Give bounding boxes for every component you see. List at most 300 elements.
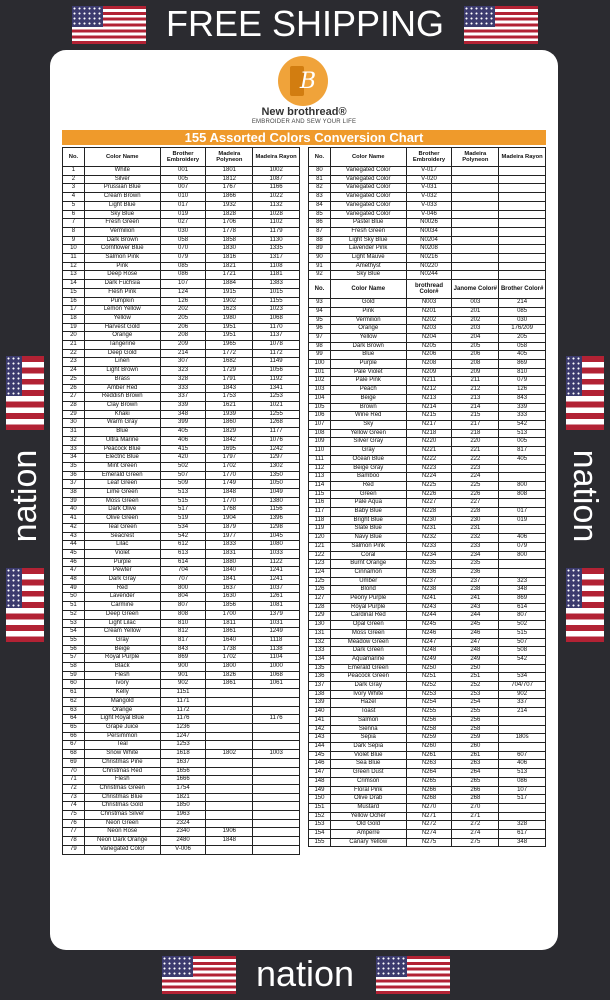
table-row xyxy=(309,464,546,473)
cell-color-name: Carmine xyxy=(84,602,160,611)
header-no: No. xyxy=(309,280,331,299)
cell-color-name: Violet Blue xyxy=(330,751,406,760)
cell-code-2 xyxy=(206,811,253,820)
cell-no: 142 xyxy=(309,725,331,734)
cell-code-1: N272 xyxy=(406,821,452,830)
cell-color-name: Green Dust xyxy=(330,769,406,778)
table-row xyxy=(309,725,546,734)
cell-code-1: 507 xyxy=(160,471,206,480)
cell-code-3: 810 xyxy=(499,368,546,377)
cell-code-3 xyxy=(499,167,546,176)
table-row xyxy=(309,236,546,245)
cell-no: 148 xyxy=(309,777,331,786)
cell-no: 123 xyxy=(309,560,331,569)
cell-code-2: 1706 xyxy=(206,219,253,228)
cell-code-2: 214 xyxy=(452,403,499,412)
table-row xyxy=(309,201,546,210)
cell-code-3: 1015 xyxy=(253,288,300,297)
cell-no: 106 xyxy=(309,412,331,421)
cell-code-3: 1177 xyxy=(253,428,300,437)
cell-code-3: 1297 xyxy=(253,454,300,463)
cell-no: 64 xyxy=(63,715,85,724)
cell-color-name: Light Blue xyxy=(84,201,160,210)
cell-code-2: 1729 xyxy=(206,367,253,376)
table-row xyxy=(63,549,300,558)
cell-no: 10 xyxy=(63,245,85,254)
cell-code-2: 1801 xyxy=(206,167,253,176)
cell-code-1: N261 xyxy=(406,751,452,760)
cell-code-2: 1767 xyxy=(206,184,253,193)
cell-code-2: 1630 xyxy=(206,593,253,602)
table-row xyxy=(63,436,300,445)
cell-no: 131 xyxy=(309,629,331,638)
table-row xyxy=(63,636,300,645)
us-flag-icon xyxy=(72,6,146,44)
cell-no: 101 xyxy=(309,368,331,377)
cell-color-name: Teal xyxy=(84,741,160,750)
cell-code-3: 1241 xyxy=(253,576,300,585)
cell-code-3: 1087 xyxy=(253,175,300,184)
cell-code-2: 225 xyxy=(452,481,499,490)
cell-code-1: V-033 xyxy=(406,201,452,210)
cell-code-2 xyxy=(206,776,253,785)
cell-code-2 xyxy=(206,697,253,706)
cell-code-1: 800 xyxy=(160,584,206,593)
cell-color-name: Canary Yellow xyxy=(330,838,406,847)
cell-code-1: 005 xyxy=(160,175,206,184)
cell-code-3 xyxy=(499,201,546,210)
cell-code-3 xyxy=(499,464,546,473)
table-row xyxy=(63,384,300,393)
table-row xyxy=(63,828,300,837)
table-row xyxy=(309,210,546,219)
cell-no: 33 xyxy=(63,445,85,454)
cell-color-name: Sepia xyxy=(330,734,406,743)
cell-code-1: N260 xyxy=(406,743,452,752)
cell-color-name: Christmas Red xyxy=(84,767,160,776)
cell-code-1: 420 xyxy=(160,454,206,463)
cell-code-2: 201 xyxy=(452,307,499,316)
cell-no: 28 xyxy=(63,401,85,410)
cell-no: 112 xyxy=(309,464,331,473)
cell-code-3 xyxy=(499,525,546,534)
cell-code-3 xyxy=(253,845,300,854)
cell-code-3: 800 xyxy=(499,551,546,560)
cell-code-1: 348 xyxy=(160,410,206,419)
table-row xyxy=(309,612,546,621)
cell-code-3: 1242 xyxy=(253,445,300,454)
table-row xyxy=(309,271,546,280)
cell-color-name: Flesh xyxy=(84,776,160,785)
cell-code-2: 1800 xyxy=(206,663,253,672)
cell-no: 143 xyxy=(309,734,331,743)
table-row xyxy=(63,837,300,846)
cell-no: 25 xyxy=(63,375,85,384)
cell-code-1: 010 xyxy=(160,193,206,202)
cell-code-2 xyxy=(452,271,499,280)
table-row xyxy=(309,193,546,202)
table-row xyxy=(309,262,546,271)
cell-code-1: 901 xyxy=(160,671,206,680)
table-row xyxy=(309,603,546,612)
cell-no: 116 xyxy=(309,499,331,508)
cell-code-2: 226 xyxy=(452,490,499,499)
cell-code-3: 1137 xyxy=(253,332,300,341)
cell-code-1: V-031 xyxy=(406,184,452,193)
cell-code-1: N222 xyxy=(406,455,452,464)
cell-code-3: 1130 xyxy=(253,236,300,245)
cell-code-3: 1253 xyxy=(253,393,300,402)
cell-code-3: 534 xyxy=(499,673,546,682)
cell-code-1: N237 xyxy=(406,577,452,586)
cell-code-2: 264 xyxy=(452,769,499,778)
cell-no: 153 xyxy=(309,821,331,830)
cell-code-3: 1000 xyxy=(253,663,300,672)
cell-code-3: 1166 xyxy=(253,184,300,193)
cell-no: 19 xyxy=(63,323,85,332)
cell-color-name: Cardinal Red xyxy=(330,612,406,621)
cell-color-name: Christmas Pine xyxy=(84,758,160,767)
cell-no: 63 xyxy=(63,706,85,715)
cell-code-3 xyxy=(499,236,546,245)
cell-code-2: 247 xyxy=(452,638,499,647)
table-row xyxy=(63,576,300,585)
cell-color-name: Royal Purple xyxy=(84,654,160,663)
cell-color-name: Light Lilac xyxy=(84,619,160,628)
table-row xyxy=(309,708,546,717)
cell-code-3 xyxy=(253,837,300,846)
table-row xyxy=(309,525,546,534)
table-row xyxy=(63,489,300,498)
table-row xyxy=(63,523,300,532)
cell-color-name: Beige xyxy=(84,645,160,654)
table-row xyxy=(309,455,546,464)
table-row xyxy=(63,697,300,706)
cell-code-1: V-006 xyxy=(160,845,206,854)
cell-code-3: 869 xyxy=(499,595,546,604)
cell-no: 103 xyxy=(309,386,331,395)
table-row xyxy=(309,316,546,325)
cell-color-name: Warm Gray xyxy=(84,419,160,428)
cell-code-3: 348 xyxy=(499,586,546,595)
cell-color-name: Opal Green xyxy=(330,621,406,630)
cell-code-1: N206 xyxy=(406,351,452,360)
cell-no: 47 xyxy=(63,567,85,576)
cell-code-3: 517 xyxy=(499,795,546,804)
cell-code-1: 534 xyxy=(160,523,206,532)
cell-code-1: N209 xyxy=(406,368,452,377)
cell-no: 43 xyxy=(63,532,85,541)
cell-color-name: Light Sky Blue xyxy=(330,236,406,245)
cell-code-1: 869 xyxy=(160,654,206,663)
table-row xyxy=(309,412,546,421)
table-row xyxy=(309,682,546,691)
cell-code-3: 1068 xyxy=(253,671,300,680)
table-row xyxy=(309,743,546,752)
table-row xyxy=(309,568,546,577)
cell-code-2: 1860 xyxy=(206,419,253,428)
cell-code-2: 1902 xyxy=(206,297,253,306)
cell-no: 53 xyxy=(63,619,85,628)
cell-no: 128 xyxy=(309,603,331,612)
cell-code-1: 406 xyxy=(160,436,206,445)
cell-code-1: N230 xyxy=(406,516,452,525)
cell-code-3 xyxy=(253,784,300,793)
cell-code-3 xyxy=(499,803,546,812)
table-row xyxy=(309,351,546,360)
cell-color-name: Reddish Brown xyxy=(84,393,160,402)
cell-code-1: N245 xyxy=(406,621,452,630)
cell-no: 154 xyxy=(309,830,331,839)
cell-color-name: Coral xyxy=(330,551,406,560)
cell-code-1: N270 xyxy=(406,803,452,812)
cell-code-3: 079 xyxy=(499,542,546,551)
cell-code-1: 1247 xyxy=(160,732,206,741)
cell-code-3 xyxy=(499,271,546,280)
cell-code-3 xyxy=(253,758,300,767)
cell-no: 89 xyxy=(309,245,331,254)
cell-color-name: Harvest Gold xyxy=(84,323,160,332)
cell-code-2 xyxy=(206,784,253,793)
cell-code-3: 1298 xyxy=(253,523,300,532)
cell-color-name: Flesh xyxy=(84,671,160,680)
table-row xyxy=(63,210,300,219)
cell-code-2: 1879 xyxy=(206,523,253,532)
table-row xyxy=(63,706,300,715)
cell-code-1: 079 xyxy=(160,254,206,263)
cell-color-name: Moss Green xyxy=(330,629,406,638)
cell-code-1: 613 xyxy=(160,549,206,558)
table-row xyxy=(63,410,300,419)
cell-color-name: Navy Blue xyxy=(330,534,406,543)
cell-code-2: 245 xyxy=(452,621,499,630)
cell-code-3: 542 xyxy=(499,655,546,664)
cell-code-2: 1770 xyxy=(206,497,253,506)
conversion-table-left xyxy=(62,147,300,855)
cell-code-1: 517 xyxy=(160,506,206,515)
cell-color-name: Ocean Blue xyxy=(330,455,406,464)
cell-code-3: 1080 xyxy=(253,541,300,550)
cell-code-3: 1155 xyxy=(253,297,300,306)
cell-color-name: Wine Red xyxy=(330,412,406,421)
cell-code-1: N225 xyxy=(406,481,452,490)
cell-code-1: N201 xyxy=(406,307,452,316)
table-row xyxy=(309,664,546,673)
cell-color-name: Fresh Green xyxy=(330,227,406,236)
cell-code-2: 259 xyxy=(452,734,499,743)
cell-color-name: Khaki xyxy=(84,410,160,419)
cell-code-2: 1980 xyxy=(206,314,253,323)
cell-code-3: 1138 xyxy=(253,645,300,654)
cell-code-2: 1753 xyxy=(206,393,253,402)
table-row xyxy=(309,551,546,560)
cell-code-3: 085 xyxy=(499,307,546,316)
cell-code-1: N246 xyxy=(406,629,452,638)
cell-no: 91 xyxy=(309,262,331,271)
cell-code-3: 1022 xyxy=(253,193,300,202)
cell-no: 24 xyxy=(63,367,85,376)
table-row xyxy=(309,481,546,490)
table-row xyxy=(63,254,300,263)
cell-code-3 xyxy=(253,828,300,837)
table-row xyxy=(63,393,300,402)
cell-no: 52 xyxy=(63,610,85,619)
header-madeira-rayon: Madeira Rayon xyxy=(499,148,546,167)
cell-code-3 xyxy=(253,802,300,811)
cell-color-name: Electric Blue xyxy=(84,454,160,463)
table-row xyxy=(309,769,546,778)
cell-code-1: N231 xyxy=(406,525,452,534)
table-row xyxy=(309,386,546,395)
cell-code-3: 214 xyxy=(499,708,546,717)
cell-code-3: 817 xyxy=(499,447,546,456)
cell-color-name: Vermilion xyxy=(330,316,406,325)
cell-code-1: N213 xyxy=(406,394,452,403)
cell-color-name: Olive Green xyxy=(84,515,160,524)
cell-no: 100 xyxy=(309,360,331,369)
cell-code-1: N214 xyxy=(406,403,452,412)
cell-no: 152 xyxy=(309,812,331,821)
cell-code-2: 1828 xyxy=(206,210,253,219)
cell-no: 95 xyxy=(309,316,331,325)
cell-color-name: Snow White xyxy=(84,750,160,759)
cell-code-2: 1811 xyxy=(206,619,253,628)
cell-no: 4 xyxy=(63,193,85,202)
cell-code-3: 1383 xyxy=(253,280,300,289)
cell-code-3: 507 xyxy=(499,638,546,647)
cell-color-name: Meadow Green xyxy=(330,638,406,647)
header-brothread: brothread Color# xyxy=(406,280,452,299)
cell-code-3: 030 xyxy=(499,316,546,325)
cell-color-name: Cream Brown xyxy=(84,193,160,202)
cell-code-2: 1702 xyxy=(206,654,253,663)
table-row xyxy=(309,734,546,743)
cell-code-2: 230 xyxy=(452,516,499,525)
cell-code-1: N220 xyxy=(406,438,452,447)
cell-no: 38 xyxy=(63,489,85,498)
cell-code-1: 900 xyxy=(160,663,206,672)
cell-no: 77 xyxy=(63,828,85,837)
table-row xyxy=(63,732,300,741)
cell-no: 79 xyxy=(63,845,85,854)
cell-code-1: 1151 xyxy=(160,689,206,698)
cell-code-2 xyxy=(206,706,253,715)
cell-no: 145 xyxy=(309,751,331,760)
cell-code-1: 817 xyxy=(160,636,206,645)
table-row xyxy=(63,610,300,619)
table-row xyxy=(309,803,546,812)
cell-code-1: N233 xyxy=(406,542,452,551)
cell-code-1: N259 xyxy=(406,734,452,743)
cell-code-3: 1102 xyxy=(253,219,300,228)
table-row xyxy=(309,307,546,316)
cell-code-2: 1682 xyxy=(206,358,253,367)
table-row xyxy=(309,227,546,236)
cell-code-2: 1768 xyxy=(206,506,253,515)
cell-code-1: N271 xyxy=(406,812,452,821)
cell-code-1: 807 xyxy=(160,602,206,611)
cell-code-1: N247 xyxy=(406,638,452,647)
table-row xyxy=(309,577,546,586)
cell-code-1: 085 xyxy=(160,262,206,271)
cell-code-3: 180s xyxy=(499,734,546,743)
table-row xyxy=(309,175,546,184)
cell-code-3: 515 xyxy=(499,629,546,638)
cell-color-name: Marigold xyxy=(84,697,160,706)
cell-no: 99 xyxy=(309,351,331,360)
cell-color-name: Deep Green xyxy=(84,610,160,619)
cell-code-2: 235 xyxy=(452,560,499,569)
cell-code-2: 202 xyxy=(452,316,499,325)
cell-code-1: 205 xyxy=(160,314,206,323)
header-brother: Brother Embroidery xyxy=(406,148,452,167)
cell-no: 130 xyxy=(309,621,331,630)
cell-code-1: N227 xyxy=(406,499,452,508)
table-row xyxy=(63,236,300,245)
cell-code-1: N252 xyxy=(406,682,452,691)
table-row xyxy=(63,454,300,463)
cell-no: 132 xyxy=(309,638,331,647)
cell-no: 39 xyxy=(63,497,85,506)
cell-no: 67 xyxy=(63,741,85,750)
table-row xyxy=(309,490,546,499)
cell-color-name: Dark Fuchsia xyxy=(84,280,160,289)
table-row xyxy=(309,830,546,839)
cell-code-3: 333 xyxy=(499,412,546,421)
cell-code-1: 107 xyxy=(160,280,206,289)
cell-code-3: 323 xyxy=(499,577,546,586)
cell-code-3: 328 xyxy=(499,821,546,830)
cell-no: 135 xyxy=(309,664,331,673)
table-row xyxy=(63,758,300,767)
cell-code-3: 214 xyxy=(499,299,546,308)
cell-code-2 xyxy=(206,715,253,724)
cell-color-name: Red xyxy=(330,481,406,490)
cell-code-2 xyxy=(452,262,499,271)
cell-color-name: Red xyxy=(84,584,160,593)
cell-color-name: Dark Sepia xyxy=(330,743,406,752)
cell-code-2 xyxy=(206,741,253,750)
cell-no: 20 xyxy=(63,332,85,341)
cell-code-2: 238 xyxy=(452,586,499,595)
table-row xyxy=(309,473,546,482)
cell-code-2: 246 xyxy=(452,629,499,638)
cell-code-2 xyxy=(452,175,499,184)
cell-code-1: N218 xyxy=(406,429,452,438)
cell-color-name: Amperre xyxy=(330,830,406,839)
table-row xyxy=(309,219,546,228)
cell-no: 6 xyxy=(63,210,85,219)
table-row xyxy=(63,367,300,376)
cell-code-2: 268 xyxy=(452,795,499,804)
cell-code-3: 542 xyxy=(499,420,546,429)
cell-code-3: 1268 xyxy=(253,419,300,428)
cell-code-1: 209 xyxy=(160,341,206,350)
cell-color-name: Pewter xyxy=(84,567,160,576)
cell-code-2: 215 xyxy=(452,412,499,421)
cell-color-name: Cinnamon xyxy=(330,568,406,577)
cell-color-name: Amber Red xyxy=(84,384,160,393)
cell-no: 124 xyxy=(309,568,331,577)
cell-code-2: 1848 xyxy=(206,489,253,498)
cell-code-3: 1172 xyxy=(253,349,300,358)
cell-no: 27 xyxy=(63,393,85,402)
cell-code-3: 019 xyxy=(499,516,546,525)
cell-code-1: 1656 xyxy=(160,767,206,776)
header-madeira-polyneon: Madeira Polyneon xyxy=(452,148,499,167)
cell-color-name: Christmas Silver xyxy=(84,811,160,820)
cell-code-3: 406 xyxy=(499,534,546,543)
